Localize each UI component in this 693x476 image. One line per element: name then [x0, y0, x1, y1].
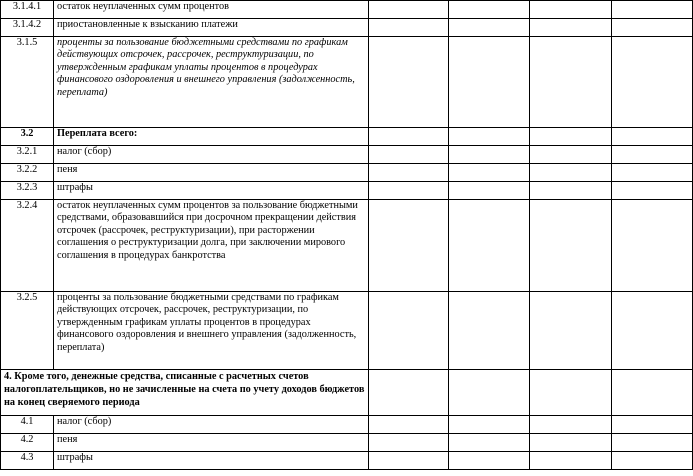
- value-cell: [612, 1, 693, 19]
- value-cell: [369, 19, 449, 37]
- value-cell: [449, 164, 530, 182]
- row-number: 4.2: [1, 434, 54, 452]
- value-cell: [369, 1, 449, 19]
- value-cell: [369, 37, 449, 128]
- row-number: 3.2.1: [1, 146, 54, 164]
- value-cell: [612, 200, 693, 292]
- row-number: 3.2: [1, 128, 54, 146]
- value-cell: [369, 416, 449, 434]
- row-description: проценты за пользование бюджетными средствами по графикам действующих отсрочек, рассрочек, реструктуризации, по утвержденным графикам уплаты процентов в процедурах финансового оздоровления и внешнего управления (задолженность, переплата): [54, 37, 369, 128]
- value-cell: [612, 452, 693, 470]
- row-number: 3.2.3: [1, 182, 54, 200]
- table-row: [1, 19, 693, 37]
- value-cell: [530, 182, 612, 200]
- value-cell: [449, 128, 530, 146]
- table-row: [1, 200, 693, 292]
- value-cell: [530, 434, 612, 452]
- value-cell: [449, 370, 530, 416]
- value-cell: [369, 182, 449, 200]
- value-cell: [369, 146, 449, 164]
- value-cell: [369, 164, 449, 182]
- row-description: пеня: [54, 164, 369, 182]
- value-cell: [530, 146, 612, 164]
- value-cell: [612, 416, 693, 434]
- row-description: налог (сбор): [54, 146, 369, 164]
- table-row: [1, 164, 693, 182]
- value-cell: [449, 200, 530, 292]
- value-cell: [612, 434, 693, 452]
- row-number: 3.1.5: [1, 37, 54, 128]
- row-number: 3.2.5: [1, 292, 54, 370]
- value-cell: [369, 370, 449, 416]
- value-cell: [530, 452, 612, 470]
- value-cell: [530, 416, 612, 434]
- row-description: штрафы: [54, 452, 369, 470]
- row-number: 4.1: [1, 416, 54, 434]
- table-row: [1, 37, 693, 128]
- table-row: [1, 434, 693, 452]
- row-number: 3.2.4: [1, 200, 54, 292]
- value-cell: [369, 292, 449, 370]
- value-cell: [612, 370, 693, 416]
- value-cell: [612, 182, 693, 200]
- table-row: [1, 452, 693, 470]
- row-description: Переплата всего:: [54, 128, 369, 146]
- table-row: [1, 292, 693, 370]
- value-cell: [449, 146, 530, 164]
- value-cell: [530, 200, 612, 292]
- value-cell: [530, 292, 612, 370]
- section-heading: 4. Кроме того, денежные средства, списанные с расчетных счетов налогоплательщиков, но не зачисленные на счета по учету доходов бюджетов на конец сверяемого периода: [1, 370, 369, 416]
- row-number: 3.2.2: [1, 164, 54, 182]
- value-cell: [449, 37, 530, 128]
- table-row: [1, 1, 693, 19]
- table-row: [1, 182, 693, 200]
- row-number: 4.3: [1, 452, 54, 470]
- row-description: проценты за пользование бюджетными средствами по графикам действующих отсрочек, рассрочек, реструктуризации, по утвержденным графикам уплаты процентов в процедурах финансового оздоровления и внешнего управления (задолженность, переплата): [54, 292, 369, 370]
- value-cell: [530, 128, 612, 146]
- value-cell: [530, 37, 612, 128]
- value-cell: [612, 292, 693, 370]
- value-cell: [612, 19, 693, 37]
- table-row: [1, 416, 693, 434]
- row-description: остаток неуплаченных сумм процентов: [54, 1, 369, 19]
- value-cell: [449, 1, 530, 19]
- table-row: [1, 128, 693, 146]
- table-row: [1, 370, 693, 416]
- value-cell: [612, 37, 693, 128]
- value-cell: [612, 128, 693, 146]
- row-description: пеня: [54, 434, 369, 452]
- value-cell: [530, 370, 612, 416]
- value-cell: [449, 416, 530, 434]
- value-cell: [612, 146, 693, 164]
- row-number: 3.1.4.2: [1, 19, 54, 37]
- row-description: налог (сбор): [54, 416, 369, 434]
- value-cell: [369, 128, 449, 146]
- row-description: приостановленные к взысканию платежи: [54, 19, 369, 37]
- value-cell: [369, 452, 449, 470]
- row-number: 3.1.4.1: [1, 1, 54, 19]
- value-cell: [369, 434, 449, 452]
- value-cell: [449, 292, 530, 370]
- row-description: остаток неуплаченных сумм процентов за пользование бюджетными средствами, образовавшийся при досрочном прекращении действия отсрочек (рассрочек, реструктуризации), при расторжении соглашения о реструктуризации долга, при заключении мирового соглашения в процедурах банкротства: [54, 200, 369, 292]
- table-row: [1, 146, 693, 164]
- value-cell: [612, 164, 693, 182]
- value-cell: [530, 1, 612, 19]
- value-cell: [449, 19, 530, 37]
- value-cell: [369, 200, 449, 292]
- value-cell: [530, 164, 612, 182]
- value-cell: [449, 182, 530, 200]
- value-cell: [530, 19, 612, 37]
- value-cell: [449, 452, 530, 470]
- row-description: штрафы: [54, 182, 369, 200]
- value-cell: [449, 434, 530, 452]
